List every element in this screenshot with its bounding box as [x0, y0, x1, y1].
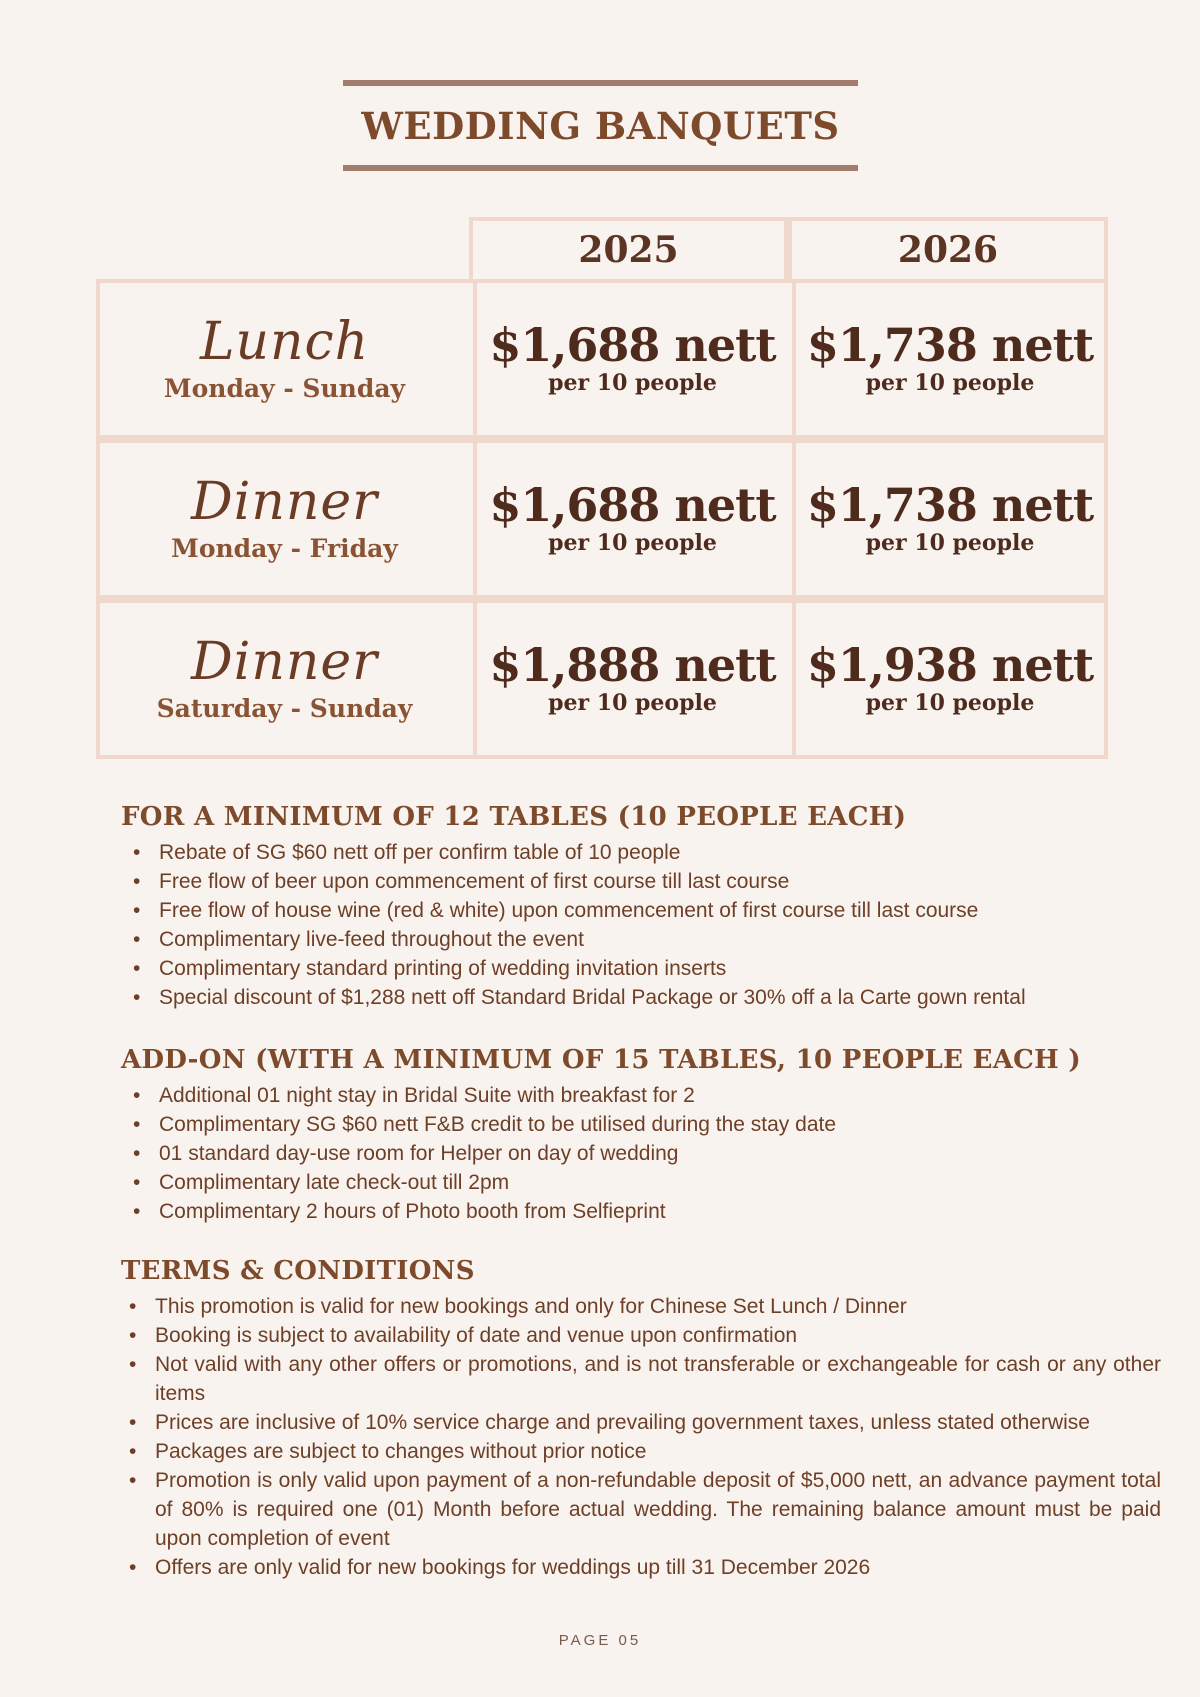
meal-cell	[100, 443, 469, 595]
price-row-dinner-weekday	[96, 439, 1108, 599]
list-item: • Free flow of beer upon commencement of first course till last course	[121, 867, 1161, 896]
meal-label: Dinner	[191, 471, 378, 532]
minimum-tables-section	[121, 802, 1161, 1012]
list-item: • Complimentary SG $60 nett F&B credit to be utilised during the stay date	[121, 1110, 1161, 1139]
per-people-label: per 10 people	[865, 690, 1035, 716]
list-item: • Packages are subject to changes without prior notice	[121, 1437, 1161, 1466]
benefits-list	[121, 838, 1161, 1012]
list-item: • Free flow of house wine (red & white) upon commencement of first course till last course	[121, 896, 1161, 925]
list-item: • Complimentary late check-out till 2pm	[121, 1168, 1161, 1197]
section-heading: FOR A MINIMUM OF 12 TABLES (10 PEOPLE EACH)	[121, 802, 907, 832]
year-header-2026: 2026	[788, 217, 1108, 279]
list-item: • Complimentary standard printing of wedding invitation inserts	[121, 954, 1161, 983]
meal-cell	[100, 283, 469, 435]
list-item: • Not valid with any other offers or promotions, and is not transferable or exchangeable for cash or any other items	[121, 1350, 1161, 1408]
addon-list	[121, 1081, 1161, 1226]
per-people-label: per 10 people	[548, 370, 717, 396]
price-value: $1,938 nett	[806, 638, 1094, 692]
list-item: • Booking is subject to availability of date and venue upon confirmation	[121, 1321, 1161, 1350]
page-title: WEDDING BANQUETS	[361, 103, 840, 148]
price-cell-2025	[473, 443, 788, 595]
days-label: Monday - Friday	[171, 533, 398, 563]
title-box	[343, 80, 858, 171]
list-item: • Prices are inclusive of 10% service charge and prevailing government taxes, unless stated otherwise	[121, 1408, 1161, 1437]
days-label: Monday - Sunday	[163, 373, 406, 403]
list-item: • This promotion is valid for new bookings and only for Chinese Set Lunch / Dinner	[121, 1292, 1161, 1321]
price-cell-2026	[792, 283, 1104, 435]
price-cell-2026	[792, 603, 1104, 755]
meal-label: Dinner	[191, 631, 378, 692]
price-cell-2025	[473, 603, 788, 755]
section-heading: ADD-ON (WITH A MINIMUM OF 15 TABLES, 10 PEOPLE EACH )	[121, 1045, 1081, 1075]
price-value: $1,688 nett	[489, 478, 776, 532]
price-cell-2026	[792, 443, 1104, 595]
meal-cell	[100, 603, 469, 755]
per-people-label: per 10 people	[548, 530, 717, 556]
price-value: $1,688 nett	[489, 318, 776, 372]
meal-label: Lunch	[199, 311, 370, 372]
price-value: $1,888 nett	[489, 638, 776, 692]
terms-section	[121, 1256, 1161, 1582]
list-item: • Offers are only valid for new bookings for weddings up till 31 December 2026	[121, 1553, 1161, 1582]
section-heading: TERMS & CONDITIONS	[121, 1256, 475, 1286]
year-header-2025: 2025	[469, 217, 788, 279]
list-item: • 01 standard day-use room for Helper on day of wedding	[121, 1139, 1161, 1168]
days-label: Saturday - Sunday	[156, 693, 413, 723]
list-item: • Special discount of $1,288 nett off Standard Bridal Package or 30% off a la Carte gown rental	[121, 983, 1161, 1012]
list-item: • Complimentary 2 hours of Photo booth from Selfieprint	[121, 1197, 1161, 1226]
list-item: • Complimentary live-feed throughout the event	[121, 925, 1161, 954]
list-item: • Promotion is only valid upon payment of a non-refundable deposit of $5,000 nett, an advance payment total of 80% is required one (01) Month before actual wedding. The remaining balance amount must be paid upon completion of event	[121, 1466, 1161, 1553]
per-people-label: per 10 people	[865, 370, 1035, 396]
addon-section	[121, 1045, 1161, 1226]
list-item: • Rebate of SG $60 nett off per confirm table of 10 people	[121, 838, 1161, 867]
page-number: PAGE 05	[558, 1632, 642, 1649]
list-item: • Additional 01 night stay in Bridal Suite with breakfast for 2	[121, 1081, 1161, 1110]
per-people-label: per 10 people	[865, 530, 1035, 556]
per-people-label: per 10 people	[548, 690, 717, 716]
price-row-lunch	[96, 279, 1108, 439]
price-cell-2025	[473, 283, 788, 435]
price-row-dinner-weekend	[96, 599, 1108, 759]
price-value: $1,738 nett	[806, 478, 1094, 532]
terms-list	[121, 1292, 1161, 1582]
price-value: $1,738 nett	[806, 318, 1094, 372]
